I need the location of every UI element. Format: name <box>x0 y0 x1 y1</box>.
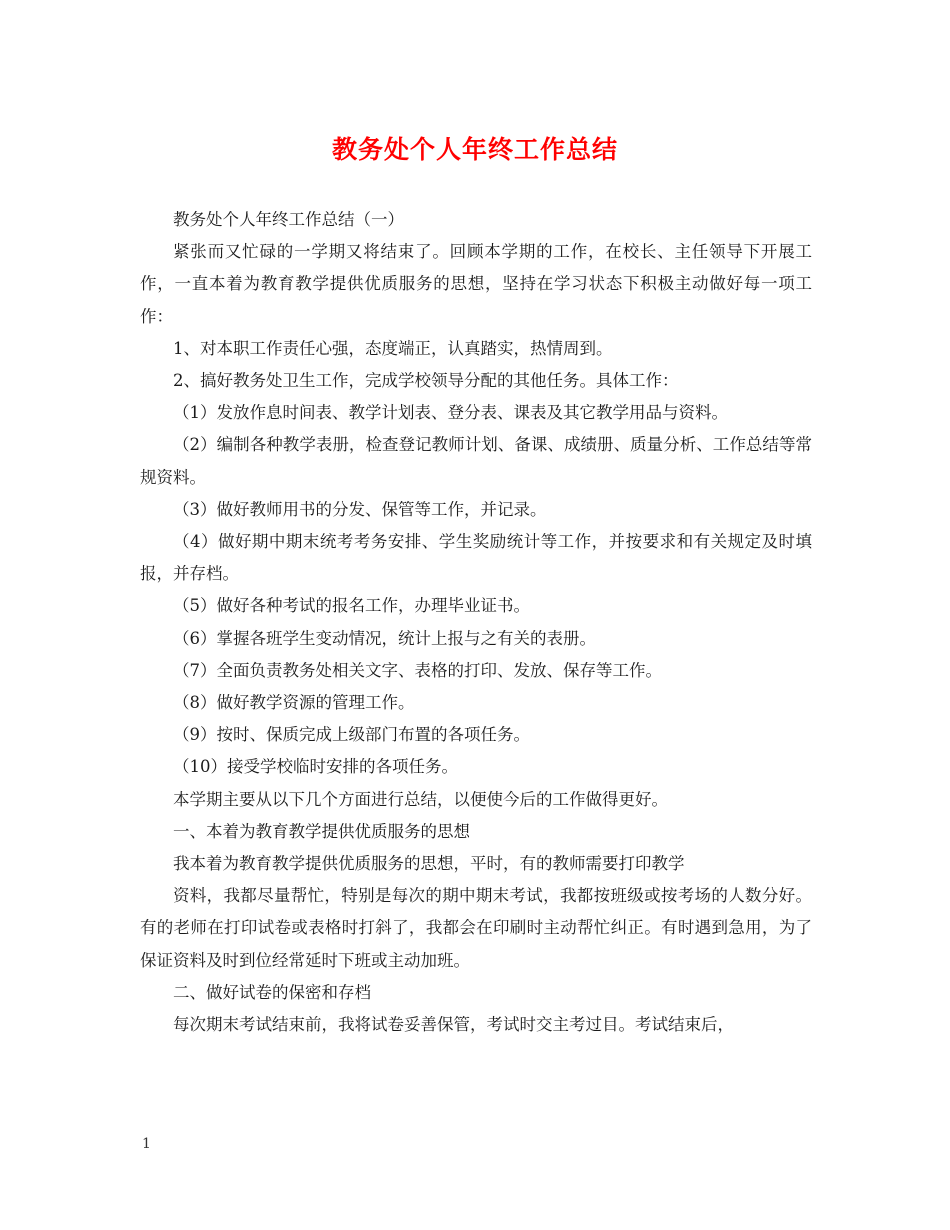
section-heading: 二、做好试卷的保密和存档 <box>173 982 371 1002</box>
section-heading: 一、本着为教育教学提供优质服务的思想 <box>173 821 470 841</box>
paragraph: （2）编制各种教学表册，检查登记教师计划、备课、成绩册、质量分析、工作总结等常规资料。 <box>140 435 812 487</box>
page-number: 1 <box>142 1136 151 1152</box>
paragraph: 紧张而又忙碌的一学期又将结束了。回顾本学期的工作，在校长、主任领导下开展工作，一直本着为教育教学提供优质服务的思想，坚持在学习状态下积极主动做好每一项工作： <box>140 242 812 326</box>
paragraph: （10）接受学校临时安排的各项任务。 <box>173 757 458 777</box>
paragraph: （6）掌握各班学生变动情况，统计上报与之有关的表册。 <box>173 628 596 648</box>
paragraph: （7）全面负责教务处相关文字、表格的打印、发放、保存等工作。 <box>173 660 662 680</box>
paragraph: 1、对本职工作责任心强，态度端正，认真踏实，热情周到。 <box>173 338 613 358</box>
paragraph: 本学期主要从以下几个方面进行总结，以便使今后的工作做得更好。 <box>173 789 668 809</box>
paragraph: 2、搞好教务处卫生工作，完成学校领导分配的其他任务。具体工作： <box>173 371 679 391</box>
paragraph: 我本着为教育教学提供优质服务的思想，平时，有的教师需要打印教学 <box>173 854 685 874</box>
document-title: 教务处个人年终工作总结 <box>331 135 618 164</box>
paragraph: （9）按时、保质完成上级部门布置的各项任务。 <box>173 725 530 745</box>
paragraph: （4）做好期中期末统考考务安排、学生奖励统计等工作，并按要求和有关规定及时填报，并存档。 <box>140 532 812 584</box>
paragraph: 教务处个人年终工作总结（一） <box>173 210 404 229</box>
paragraph: （5）做好各种考试的报名工作，办理毕业证书。 <box>173 596 530 616</box>
paragraph: （3）做好教师用书的分发、保管等工作，并记录。 <box>173 499 547 519</box>
paragraph: （1）发放作息时间表、教学计划表、登分表、课表及其它教学用品与资料。 <box>173 403 728 423</box>
paragraph: 资料，我都尽量帮忙，特别是每次的期中期末考试，我都按班级或按考场的人数分好。有的老师在打印试卷或表格时打斜了，我都会在印刷时主动帮忙纠正。有时遇到急用，为了保证资料及时到位经常延时下班或主动加班。 <box>140 886 812 970</box>
document-body <box>140 204 812 1041</box>
paragraph: （8）做好教学资源的管理工作。 <box>173 693 415 713</box>
paragraph: 每次期末考试结束前，我将试卷妥善保管，考试时交主考过目。考试结束后， <box>173 1015 734 1035</box>
